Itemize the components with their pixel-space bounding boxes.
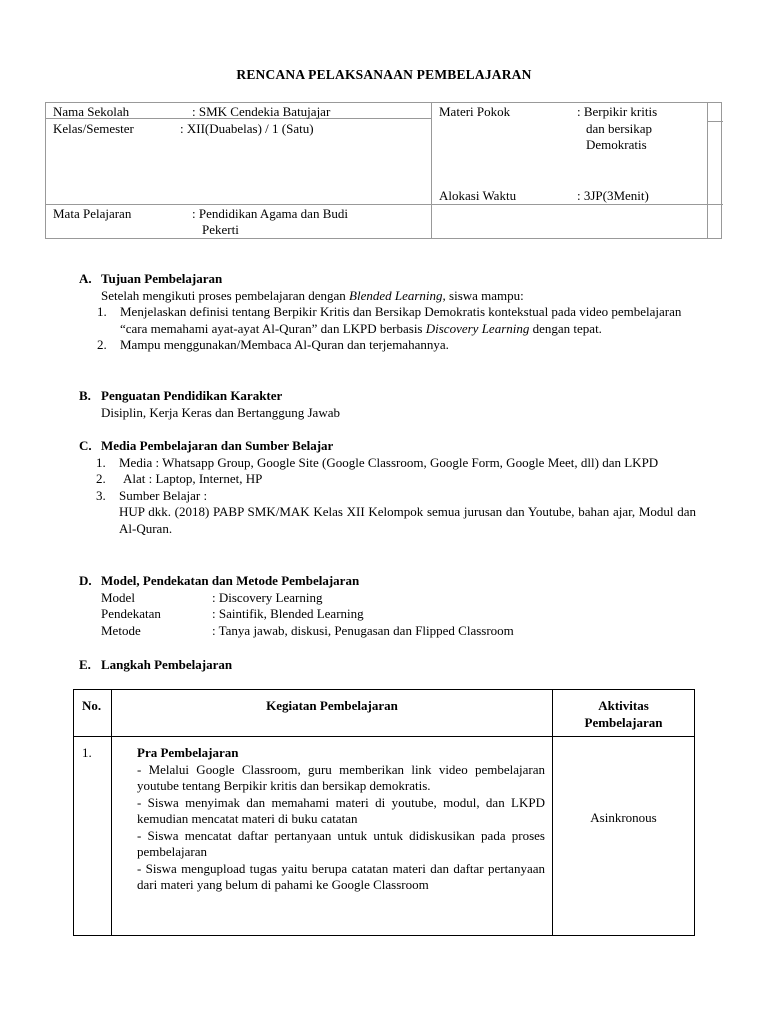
school-value: : SMK Cendekia Batujajar: [192, 104, 331, 119]
school-label: Nama Sekolah: [53, 104, 130, 119]
activity-item: - Melalui Google Classroom, guru memberikan link video pembelajaran youtube tentang Berpikir kritis dan bersikap demokratis.: [137, 761, 545, 793]
topic-value-line2: dan bersikap: [586, 121, 653, 136]
info-rule: [46, 204, 723, 205]
model-row: Model : Discovery Learning: [101, 589, 323, 605]
section-model: [79, 573, 696, 639]
list-item: 2. Mampu menggunakan/Membaca Al-Quran dan terjemahannya.: [97, 337, 449, 352]
activity-item: - Siswa mencatat daftar pertanyaan untuk untuk didiskusikan pada proses pembelajaran: [137, 827, 545, 859]
section-media: [79, 438, 696, 537]
class-value: : XII(Duabelas) / 1 (Satu): [180, 121, 314, 136]
topic-value-line1: : Berpikir kritis: [577, 104, 658, 119]
section-langkah: [79, 657, 696, 674]
info-divider: [707, 103, 708, 238]
column-header-aktivitas: Aktivitas Pembelajaran: [584, 698, 663, 730]
list-item: 1. Menjelaskan definisi tentang Berpikir Kritis dan Bersikap Demokratis kontekstual pada video pembelajaran “cara memahami ayat-ayat Al-Quran” dan LKPD berbasis Discovery Learning dengan tepat.: [97, 304, 682, 336]
list-item: 3. Sumber Belajar :: [96, 487, 208, 503]
info-rule: [707, 121, 723, 122]
topic-value-line3: Demokratis: [586, 137, 647, 152]
subject-label: Mata Pelajaran: [53, 206, 132, 221]
topic-label: Materi Pokok: [439, 104, 511, 119]
time-value: : 3JP(3Menit): [577, 188, 649, 203]
info-table: [45, 102, 722, 239]
section-tujuan: [79, 271, 696, 354]
activity-item: - Siswa mengupload tugas yaitu berupa catatan materi dan daftar pertanyaan dari materi yang belum di pahami ke Google Classroom: [137, 860, 545, 892]
table-rule: [74, 736, 694, 737]
time-label: Alokasi Waktu: [439, 188, 517, 203]
column-header-kegiatan: Kegiatan Pembelajaran: [266, 698, 398, 713]
approach-row: Pendekatan : Saintifik, Blended Learning: [101, 606, 364, 621]
row-aktivitas: Asinkronous: [590, 810, 657, 825]
section-karakter: [79, 388, 696, 421]
method-row: Metode : Tanya jawab, diskusi, Penugasan dan Flipped Classroom: [101, 622, 514, 638]
class-label: Kelas/Semester: [53, 121, 134, 136]
section-heading: C. Media Pembelajaran dan Sumber Belajar: [79, 438, 334, 453]
row-title: Pra Pembelajaran: [137, 745, 239, 760]
section-heading: B. Penguatan Pendidikan Karakter: [79, 388, 283, 403]
section-intro: Setelah mengikuti proses pembelajaran dengan Blended Learning, siswa mampu:: [101, 287, 524, 303]
subject-value-line2: Pekerti: [202, 222, 239, 237]
row-kegiatan: [137, 745, 545, 894]
section-heading: A. Tujuan Pembelajaran: [79, 271, 223, 286]
steps-table: [73, 689, 695, 936]
source-detail: HUP dkk. (2018) PABP SMK/MAK Kelas XII Kelompok semua jurusan dan Youtube, bahan ajar, Modul dan Al-Quran.: [119, 504, 696, 536]
table-divider: [111, 690, 112, 935]
column-header-no: No.: [82, 698, 102, 713]
list-item: 1. Media : Whatsapp Group, Google Site (Google Classroom, Google Form, Google Meet, dll) dan LKPD: [96, 454, 659, 470]
activity-item: - Siswa menyimak dan memahami materi di youtube, modul, dan LKPD kemudian mencatat materi di buku catatan: [137, 794, 545, 826]
section-text: Disiplin, Kerja Keras dan Bertanggung Jawab: [101, 404, 340, 420]
row-number: 1.: [82, 745, 92, 760]
section-heading: E. Langkah Pembelajaran: [79, 657, 233, 672]
document-title: RENCANA PELAKSANAAN PEMBELAJARAN: [236, 67, 532, 82]
list-item: 2. Alat : Laptop, Internet, HP: [96, 471, 263, 486]
subject-value-line1: : Pendidikan Agama dan Budi: [192, 206, 348, 221]
info-divider: [431, 103, 432, 238]
section-heading: D. Model, Pendekatan dan Metode Pembelajaran: [79, 573, 360, 588]
